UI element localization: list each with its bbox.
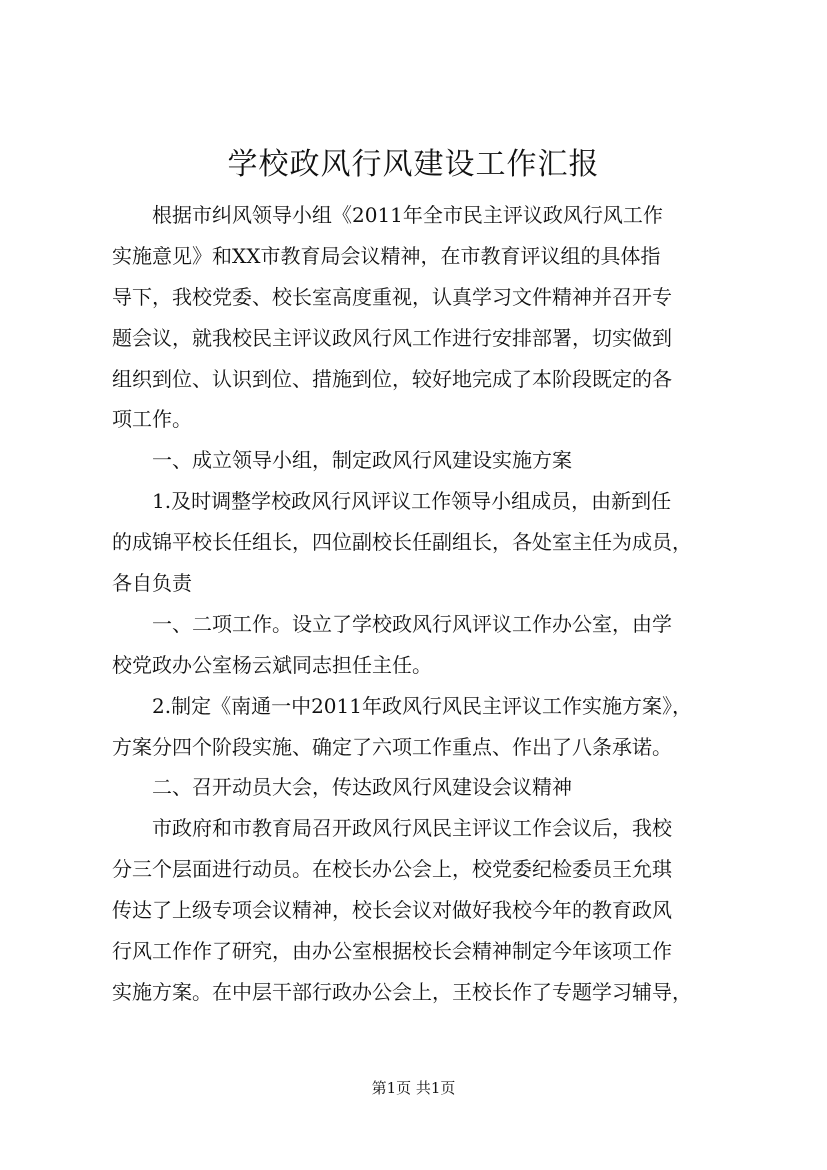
text-line: 的成锦平校长任组长，四位副校长任副组长，各处室主任为成员，: [112, 530, 692, 555]
text-line: 一、成立领导小组，制定政风行风建设实施方案: [152, 448, 572, 473]
text-line: 1.及时调整学校政风行风评议工作领导小组成员，由新到任: [152, 489, 672, 514]
text-line: 组织到位、认识到位、措施到位，较好地完成了本阶段既定的各: [112, 366, 672, 391]
text-line: 导下，我校党委、校长室高度重视，认真学习文件精神并召开专: [112, 284, 672, 309]
text-line: 行风工作作了研究，由办公室根据校长会精神制定今年该项工作: [112, 939, 672, 964]
text-line: 方案分四个阶段实施、确定了六项工作重点、作出了八条承诺。: [112, 734, 672, 759]
text-line: 各自负责: [112, 571, 192, 596]
page-footer: 第1页 共1页: [371, 1079, 456, 1097]
text-line: 分三个层面进行动员。在校长办公会上，校党委纪检委员王允琪: [112, 857, 672, 882]
text-line: 市政府和市教育局召开政风行风民主评议工作会议后，我校: [152, 816, 672, 841]
document-body: [112, 195, 724, 1013]
text-line: 传达了上级专项会议精神，校长会议对做好我校今年的教育政风: [112, 898, 672, 923]
text-line: 题会议，就我校民主评议政风行风工作进行安排部署，切实做到: [112, 325, 672, 350]
text-line: 项工作。: [112, 407, 192, 432]
text-line: 根据市纠风领导小组《2011年全市民主评议政风行风工作: [152, 203, 663, 227]
text-line: 二、召开动员大会，传达政风行风建设会议精神: [152, 775, 572, 800]
text-line: 实施方案。在中层干部行政办公会上，王校长作了专题学习辅导，: [112, 979, 692, 1004]
text-line: 2.制定《南通一中2011年政风行风民主评议工作实施方案》，: [152, 693, 692, 718]
document-title: 学校政风行风建设工作汇报: [227, 147, 600, 182]
text-line: 校党政办公室杨云斌同志担任主任。: [112, 652, 432, 677]
text-line: 实施意见》和XX市教育局会议精神，在市教育评议组的具体指: [112, 243, 661, 268]
text-line: 一、二项工作。设立了学校政风行风评议工作办公室，由学: [152, 611, 672, 636]
